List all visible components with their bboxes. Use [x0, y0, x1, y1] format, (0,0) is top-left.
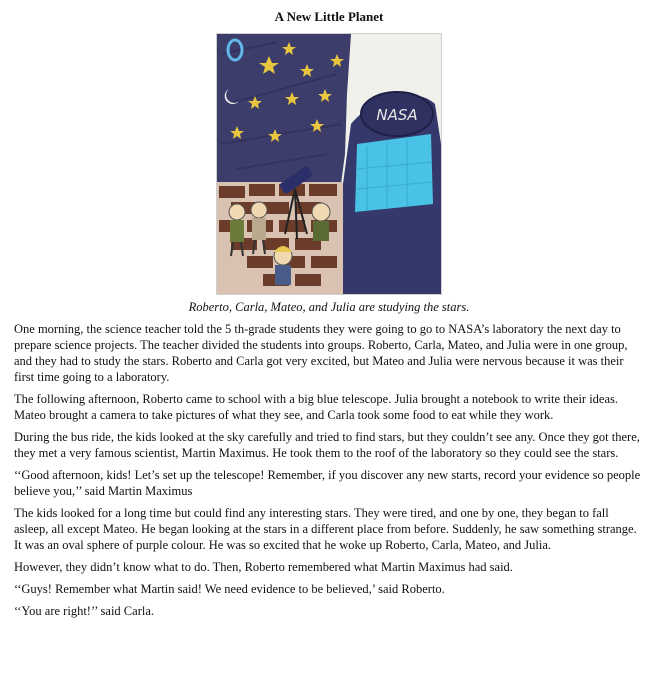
story-text: [14, 321, 646, 625]
paragraph: The following afternoon, Roberto came to school with a big blue telescope. Julia brought a notebook to write their ideas. Mateo brought a camera to take pictures of what they see, and Carla took some food to eat while they work.: [14, 392, 619, 422]
illustration-caption: Roberto, Carla, Mateo, and Julia are studying the stars.: [188, 300, 470, 314]
nasa-sign-text: NASA: [376, 106, 418, 124]
story-title: A New Little Planet: [274, 9, 384, 24]
paragraph: ‘‘Good afternoon, kids! Let’s set up the telescope! Remember, if you discover any new starts, record your evidence so people believe you,’’ said Martin Maximus: [14, 468, 641, 498]
paragraph: ‘‘Guys! Remember what Martin said! We need evidence to be believed,’ said Roberto.: [14, 582, 445, 596]
paragraph: One morning, the science teacher told the 5 th-grade students they were going to go to NASA’s laboratory the next day to prepare science projects. The teacher divided the students into groups. Roberto, Carla, Mateo, and Julia were in one group, and they had to study the stars. Roberto and Carla got very excited, but Mateo and Julia were nervous because it was their first time going to a laboratory.: [14, 322, 628, 384]
paragraph: The kids looked for a long time but could find any interesting stars. They were tired, and one by one, they began to fall asleep, all except Mateo. He began looking at the stars in a different place from before. Suddenly, he saw something strange. It was an oval sphere of purple colour. He was so excited that he woke up Roberto, Carla, Mateo, and Julia.: [14, 506, 637, 552]
paragraph: However, they didn’t know what to do. Then, Roberto remembered what Martin Maximus had said.: [14, 560, 513, 574]
paragraph: During the bus ride, the kids looked at the sky carefully and tried to find stars, but they couldn’t see any. Once they got there, they met a very famous scientist, Martin Maximus. He took them to the roof of the laboratory so they could see the stars.: [14, 430, 640, 460]
story-illustration: [216, 33, 442, 295]
paragraph: ‘‘You are right!’’ said Carla.: [14, 604, 155, 618]
